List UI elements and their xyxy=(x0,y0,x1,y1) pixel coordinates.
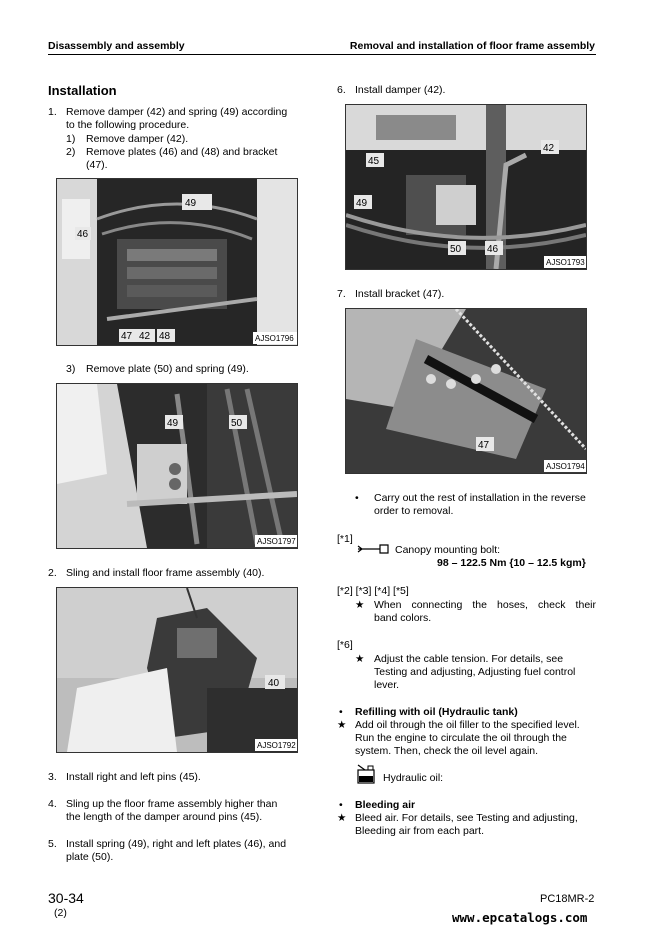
fig3-code: AJSO1792 xyxy=(257,741,296,750)
fig1-label-46: 46 xyxy=(77,229,89,240)
fig4-label-42: 42 xyxy=(543,143,555,154)
fig4-label-45: 45 xyxy=(368,156,380,167)
bullet-rest-line1: Carry out the rest of installation in the reverse xyxy=(374,492,586,504)
refill-line2: Run the engine to circulate the oil through the xyxy=(355,732,567,744)
refill-bullet: • xyxy=(339,706,343,718)
fig3-label-40: 40 xyxy=(268,678,280,689)
ref2-tag: [*2] [*3] [*4] [*5] xyxy=(337,585,409,597)
step-2-num: 2. xyxy=(48,567,57,579)
fig5-code: AJSO1794 xyxy=(546,462,585,471)
ref6-line1: Adjust the cable tension. For details, see xyxy=(374,653,564,665)
fig1-label-49: 49 xyxy=(185,198,197,209)
fig1-label-42: 42 xyxy=(139,331,151,342)
step-6-text: Install damper (42). xyxy=(355,84,446,96)
figure-ajso1797 xyxy=(56,383,298,549)
fig2-code: AJSO1797 xyxy=(257,537,296,546)
fig2-label-50: 50 xyxy=(231,418,243,429)
bleed-title: Bleeding air xyxy=(355,799,416,811)
substep-2-num: 2) xyxy=(66,146,76,158)
substep-2-line1: Remove plates (46) and (48) and bracket xyxy=(86,146,278,158)
step-5-line1: Install spring (49), right and left plates (46), and xyxy=(66,838,287,850)
bleed-line1: Bleed air. For details, see Testing and adjusting, xyxy=(355,812,578,824)
refill-line3: system. Then, check the oil level again. xyxy=(355,745,539,757)
ref1-label: Canopy mounting bolt: xyxy=(395,544,501,556)
step-1-num: 1. xyxy=(48,106,57,118)
fig4-label-46: 46 xyxy=(487,244,499,255)
step-1-line2: to the following procedure. xyxy=(66,119,190,131)
substep-3-text: Remove plate (50) and spring (49). xyxy=(86,363,249,375)
substep-1-num: 1) xyxy=(66,133,76,145)
figure-ajso1792 xyxy=(56,587,298,753)
ref1-tag: [*1] xyxy=(337,533,353,545)
figure-ajso1794 xyxy=(345,308,587,474)
step-3-text: Install right and left pins (45). xyxy=(66,771,201,783)
fig4-label-50: 50 xyxy=(450,244,462,255)
ref6-star: ★ xyxy=(355,653,365,665)
ref2-star: ★ xyxy=(355,599,365,611)
ref2-line2: band colors. xyxy=(374,612,432,624)
bleed-bullet: • xyxy=(339,799,343,811)
oil-can-icon xyxy=(355,762,379,784)
refill-title: Refilling with oil (Hydraulic tank) xyxy=(355,706,518,718)
bullet-dot: • xyxy=(355,492,359,504)
page-number: 30-34 xyxy=(48,890,84,906)
header-right: Removal and installation of floor frame assembly xyxy=(349,40,595,52)
ref2-line1: When connecting the hoses, check their xyxy=(374,599,596,611)
step-7-num: 7. xyxy=(337,288,346,300)
step-5-line2: plate (50). xyxy=(66,851,114,863)
fig5-label-47: 47 xyxy=(478,440,490,451)
step-6-num: 6. xyxy=(337,84,346,96)
fig2-label-49: 49 xyxy=(167,418,179,429)
bullet-rest-line2: order to removal. xyxy=(374,505,454,517)
fig1-code: AJSO1796 xyxy=(255,334,294,343)
ref6-line2: Testing and adjusting, Adjusting fuel control xyxy=(374,666,576,678)
step-5-num: 5. xyxy=(48,838,57,850)
fig1-label-48: 48 xyxy=(159,331,171,342)
step-4-num: 4. xyxy=(48,798,57,810)
step-3-num: 3. xyxy=(48,771,57,783)
figure-ajso1796 xyxy=(56,178,298,346)
bleed-star: ★ xyxy=(337,812,347,824)
revision: (2) xyxy=(54,907,67,919)
model: PC18MR-2 xyxy=(540,893,595,905)
ref1-value: 98 – 122.5 Nm {10 – 12.5 kgm} xyxy=(437,557,586,569)
fig1-label-47: 47 xyxy=(121,331,133,342)
website-link[interactable]: www.epcatalogs.com xyxy=(452,910,588,925)
oil-label: Hydraulic oil: xyxy=(383,772,444,784)
header-rule xyxy=(48,54,596,55)
fig4-label-49: 49 xyxy=(356,198,368,209)
header-left: Disassembly and assembly xyxy=(48,40,185,52)
fig4-code: AJSO1793 xyxy=(546,258,585,267)
refill-star: ★ xyxy=(337,719,347,731)
ref6-tag: [*6] xyxy=(337,639,353,651)
step-7-text: Install bracket (47). xyxy=(355,288,445,300)
step-2-text: Sling and install floor frame assembly (40). xyxy=(66,567,265,579)
substep-1-text: Remove damper (42). xyxy=(86,133,189,145)
wrench-icon xyxy=(356,543,390,555)
ref6-line3: lever. xyxy=(374,679,400,691)
bleed-line2: Bleeding air from each part. xyxy=(355,825,484,837)
substep-2-line2: (47). xyxy=(86,159,108,171)
step-4-line1: Sling up the floor frame assembly higher than xyxy=(66,798,278,810)
step-1-line1: Remove damper (42) and spring (49) according xyxy=(66,106,288,118)
figure-ajso1793 xyxy=(345,104,587,270)
refill-line1: Add oil through the oil filler to the specified level. xyxy=(355,719,580,731)
section-title: Installation xyxy=(48,83,117,98)
step-4-line2: the length of the damper around pins (45). xyxy=(66,811,263,823)
substep-3-num: 3) xyxy=(66,363,76,375)
